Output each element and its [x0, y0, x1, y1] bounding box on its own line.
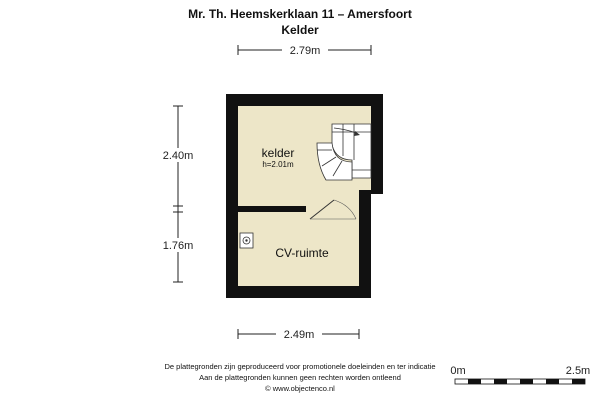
- dimension-lower-label: 1.76m: [162, 240, 194, 252]
- room-height-kelder: h=2.01m: [262, 160, 294, 169]
- room-label-kelder: kelder: [261, 146, 295, 160]
- scale-end-label: 2.5m: [565, 365, 591, 377]
- boiler-icon: [240, 233, 253, 248]
- floor-title: Kelder: [281, 23, 319, 37]
- disclaimer-line-1: De plattegronden zijn geproduceerd voor promotionele doeleinden en ter indicatie: [164, 362, 436, 371]
- scale-start-label: 0m: [450, 365, 466, 377]
- dimension-left: [173, 106, 183, 282]
- address-title: Mr. Th. Heemskerklaan 11 – Amersfoort: [188, 7, 412, 21]
- room-label-cv: CV-ruimte: [275, 246, 329, 260]
- dimension-top-label: 2.79m: [289, 45, 321, 57]
- disclaimer-line-2: Aan de plattegronden kunnen geen rechten worden ontleend: [199, 373, 401, 382]
- copyright-line: © www.objectenco.nl: [265, 384, 335, 393]
- dimension-bottom-label: 2.49m: [283, 329, 315, 341]
- dimension-upper-label: 2.40m: [162, 150, 194, 162]
